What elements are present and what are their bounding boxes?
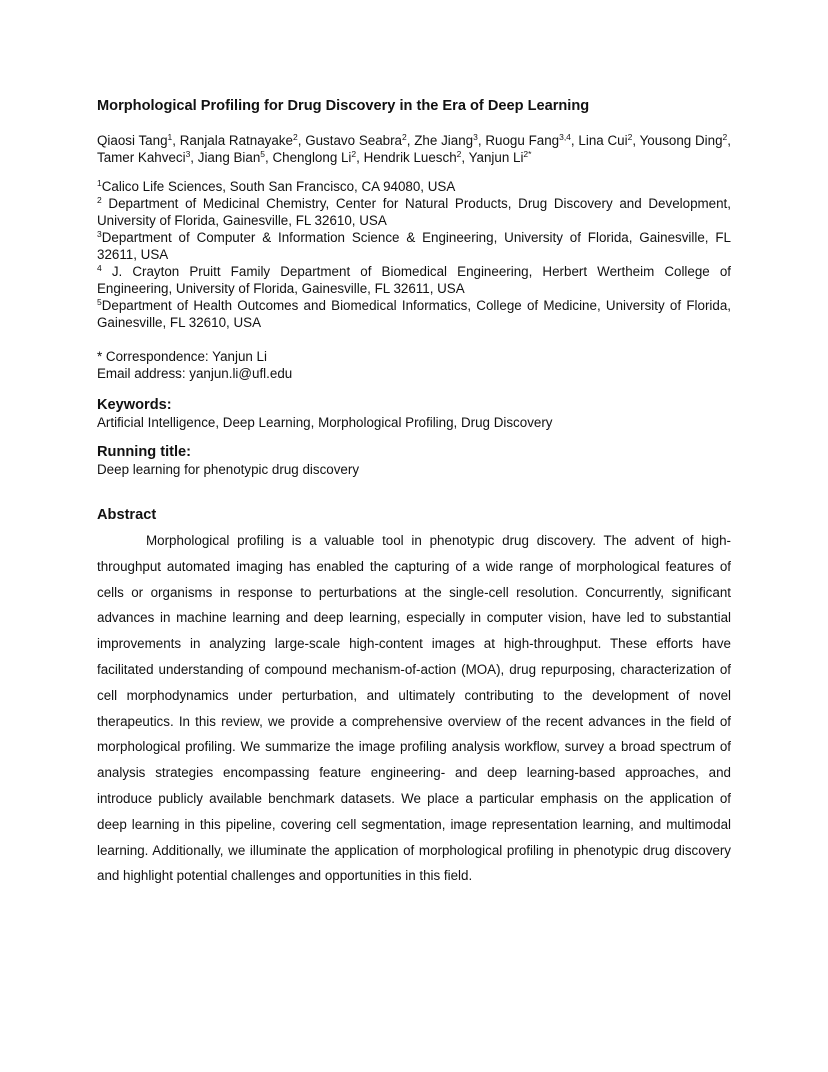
author-affiliation-mark: 2* <box>523 149 532 159</box>
affiliation <box>97 229 731 263</box>
paper-title: Morphological Profiling for Drug Discovery in the Era of Deep Learning <box>97 98 590 114</box>
author-name: Zhe Jiang <box>414 133 474 148</box>
author-name: Hendrik Luesch <box>363 150 457 165</box>
author-name: Gustavo Seabra <box>305 133 403 148</box>
author-list: Qiaosi Tang$^1$, Ranjala Ratnayake$^2$, Gustavo Seabra$^2$, Zhe Jiang$^3$, Ruogu Fang$^{3,4}$, Lina Cui$^2$, Yousong Ding$^2$, Tamer Kahveci$^3$, Jiang Bian$^5$, Chenglong Li$^2$, Hendrik Luesch$^2$, Yanjun $Li^{2*}$ <box>97 132 731 165</box>
author-affiliation-mark: 2 <box>627 132 633 142</box>
correspondence-block <box>97 348 731 382</box>
correspondence-line: * Correspondence: Yanjun Li <box>97 349 267 364</box>
author-name: Yanjun Li <box>468 150 524 165</box>
author-name: Chenglong Li <box>272 150 352 165</box>
affiliation <box>97 263 731 297</box>
abstract-body: Morphological profiling is a valuable tool in phenotypic drug discovery. The advent of high-throughput automated imaging has enabled the capturing of a wide range of morphological features of cells or organisms in response to perturbations at the single-cell resolution. Concurrently, significant advances in machine learning and deep learning, especially in computer vision, have led to substantial improvements in analyzing large-scale high-content images at high-throughput. These efforts have facilitated understanding of compound mechanism-of-action (MOA), drug repurposing, characterization of cell morphodynamics under perturbation, and ultimately contributing to the development of novel therapeutics. In this review, we provide a comprehensive overview of the recent advances in the field of morphological profiling. We summarize the image profiling analysis workflow, survey a broad spectrum of analysis strategies encompassing feature engineering- and deep learning-based approaches, and introduce publicly available benchmark datasets. We place a particular emphasis on the application of deep learning in this pipeline, covering cell segmentation, image representation learning, and multimodal learning. Additionally, we illuminate the application of morphological profiling in phenotypic drug discovery and highlight potential challenges and opportunities in this field. <box>97 533 731 884</box>
affiliation-text: Calico Life Sciences, South San Francisco, CA 94080, USA <box>101 179 456 194</box>
email-line: Email address: yanjun.li@ufl.edu <box>97 366 293 381</box>
author-name: Tamer Kahveci <box>97 150 186 165</box>
abstract-heading: Abstract <box>97 507 157 523</box>
affiliation <box>97 178 731 195</box>
affiliation <box>97 195 731 229</box>
author-affiliation-mark: 2 <box>292 132 298 142</box>
author-affiliation-mark: 3 <box>473 132 478 142</box>
affiliation-number: 4 <box>97 263 102 273</box>
author-affiliation-mark: 2 <box>722 132 728 142</box>
affiliation-list <box>97 178 731 331</box>
author-affiliation-mark: 2 <box>351 149 357 159</box>
author-affiliation-mark: 3,4 <box>559 132 571 142</box>
affiliation-text: J. Crayton Pruitt Family Department of Biomedical Engineering, Herbert Wertheim College of Engineering, University of Florida, Gainesville, FL 32611, USA <box>97 264 731 296</box>
affiliation-number: 1 <box>97 178 102 188</box>
author-name: Qiaosi Tang <box>97 133 168 148</box>
author-affiliation-mark: 1 <box>167 132 173 142</box>
author-name: Ruogu Fang <box>485 133 560 148</box>
author-name: Ranjala Ratnayake <box>179 133 293 148</box>
affiliation-text: Department of Health Outcomes and Biomedical Informatics, College of Medicine, University of Florida, Gainesville, FL 32610, USA <box>97 298 731 330</box>
affiliation-number: 5 <box>97 297 102 307</box>
affiliation-number: 2 <box>97 195 102 205</box>
affiliation-text: Department of Medicinal Chemistry, Center for Natural Products, Drug Discovery and Development, University of Florida, Gainesville, FL 32610, USA <box>97 196 731 228</box>
affiliation <box>97 297 731 331</box>
affiliation-number: 3 <box>97 229 102 239</box>
paper-page <box>97 96 731 903</box>
keywords-heading: Keywords: <box>97 397 172 413</box>
author-name: Jiang Bian <box>197 150 261 165</box>
author-name: Lina Cui <box>578 133 628 148</box>
affiliation-text: Department of Computer & Information Science & Engineering, University of Florida, Gainesville, FL 32611, USA <box>97 230 731 262</box>
author-name: Yousong Ding <box>639 133 723 148</box>
author-affiliation-mark: 2 <box>456 149 462 159</box>
author-affiliation-mark: 5 <box>260 149 266 159</box>
author-affiliation-mark: 2 <box>402 132 407 142</box>
running-title-text: Deep learning for phenotypic drug discovery <box>97 462 360 477</box>
running-title-heading: Running title: <box>97 444 192 460</box>
author-affiliation-mark: 3 <box>185 149 191 159</box>
keywords-text: Artificial Intelligence, Deep Learning, Morphological Profiling, Drug Discovery <box>97 415 553 430</box>
